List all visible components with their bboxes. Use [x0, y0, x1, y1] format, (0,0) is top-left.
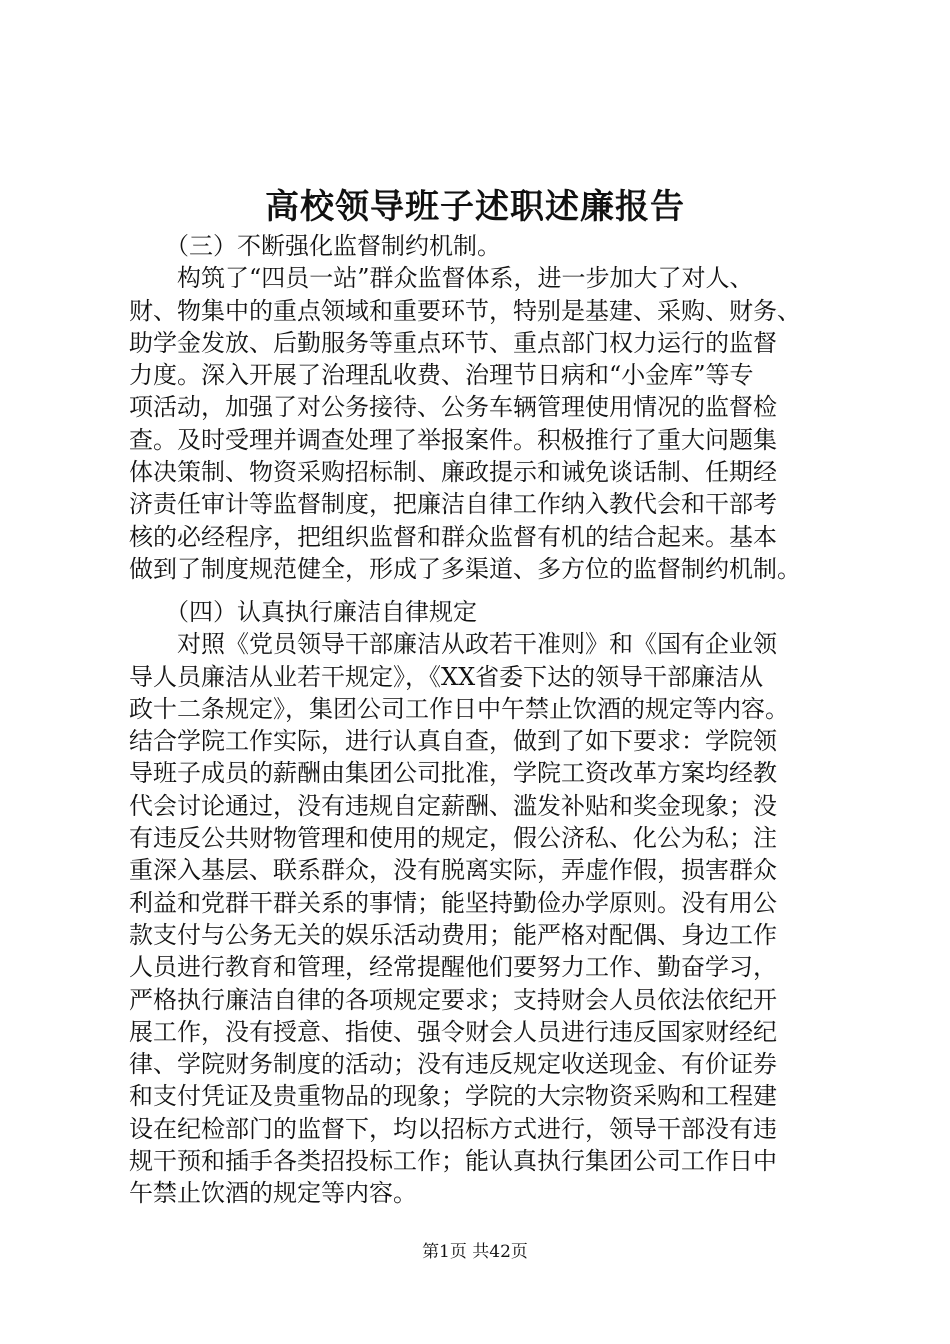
paragraph-line: 助学金发放、后勤服务等重点环节、重点部门权力运行的监督: [129, 328, 777, 357]
paragraph-line: 政十二条规定》，集团公司工作日中午禁止饮酒的规定等内容。: [129, 694, 789, 723]
paragraph-line: 项活动，加强了对公务接待、公务车辆管理使用情况的监督检: [129, 393, 777, 422]
section-three-heading: （三）不断强化监督制约机制。: [129, 232, 501, 260]
paragraph-line: 查。及时受理并调查处理了举报案件。积极推行了重大问题集: [129, 425, 777, 454]
paragraph-line: 财、物集中的重点领域和重要环节，特别是基建、采购、财务、: [129, 296, 801, 325]
paragraph-line: 展工作，没有授意、指使、强令财会人员进行违反国家财经纪: [129, 1017, 777, 1046]
paragraph-line: 规干预和插手各类招投标工作；能认真执行集团公司工作日中: [129, 1147, 777, 1176]
paragraph-line: 设在纪检部门的监督下，均以招标方式进行，领导干部没有违: [129, 1114, 777, 1143]
paragraph-line: 构筑了“四员一站”群众监督体系，进一步加大了对人、: [129, 264, 754, 293]
paragraph-line: 导班子成员的薪酬由集团公司批准，学院工资改革方案均经教: [129, 759, 777, 788]
paragraph-line: 导人员廉洁从业若干规定》，《XX省委下达的领导干部廉洁从: [129, 662, 764, 691]
paragraph-line: 和支付凭证及贵重物品的现象；学院的大宗物资采购和工程建: [129, 1082, 777, 1111]
paragraph-line: 利益和党群干群关系的事情；能坚持勤俭办学原则。没有用公: [129, 888, 777, 917]
paragraph-line: 人员进行教育和管理，经常提醒他们要努力工作、勤奋学习，: [129, 953, 777, 982]
paragraph-line: 律、学院财务制度的活动；没有违反规定收送现金、有价证券: [129, 1050, 777, 1079]
paragraph-line: 款支付与公务无关的娱乐活动费用；能严格对配偶、身边工作: [129, 920, 777, 949]
section-three: [129, 230, 849, 585]
paragraph-line: 核的必经程序，把组织监督和群众监督有机的结合起来。基本: [129, 522, 777, 551]
paragraph-line: 做到了制度规范健全，形成了多渠道、多方位的监督制约机制。: [129, 554, 801, 583]
page-footer: 第1页 共42页: [422, 1242, 528, 1262]
paragraph-line: 有违反公共财物管理和使用的规定，假公济私、化公为私；注: [129, 824, 777, 853]
paragraph-line: 严格执行廉洁自律的各项规定要求；支持财会人员依法依纪开: [129, 985, 777, 1014]
paragraph-line: 代会讨论通过，没有违规自定薪酬、滥发补贴和奖金现象；没: [129, 791, 777, 820]
paragraph-line: 重深入基层、联系群众，没有脱离实际，弄虚作假，损害群众: [129, 856, 777, 885]
section-four-heading: （四）认真执行廉洁自律规定: [129, 598, 477, 626]
paragraph-line: 体决策制、物资采购招标制、廉政提示和诫免谈话制、任期经: [129, 458, 777, 487]
document-title: 高校领导班子述职述廉报告: [265, 187, 685, 227]
section-four: [129, 596, 849, 1210]
paragraph-line: 午禁止饮酒的规定等内容。: [129, 1179, 417, 1208]
paragraph-line: 对照《党员领导干部廉洁从政若干准则》和《国有企业领: [129, 630, 777, 659]
paragraph-line: 力度。深入开展了治理乱收费、治理节日病和“小金库”等专: [129, 361, 754, 390]
paragraph-line: 结合学院工作实际，进行认真自查，做到了如下要求：学院领: [129, 727, 777, 756]
paragraph-line: 济责任审计等监督制度，把廉洁自律工作纳入教代会和干部考: [129, 490, 777, 519]
